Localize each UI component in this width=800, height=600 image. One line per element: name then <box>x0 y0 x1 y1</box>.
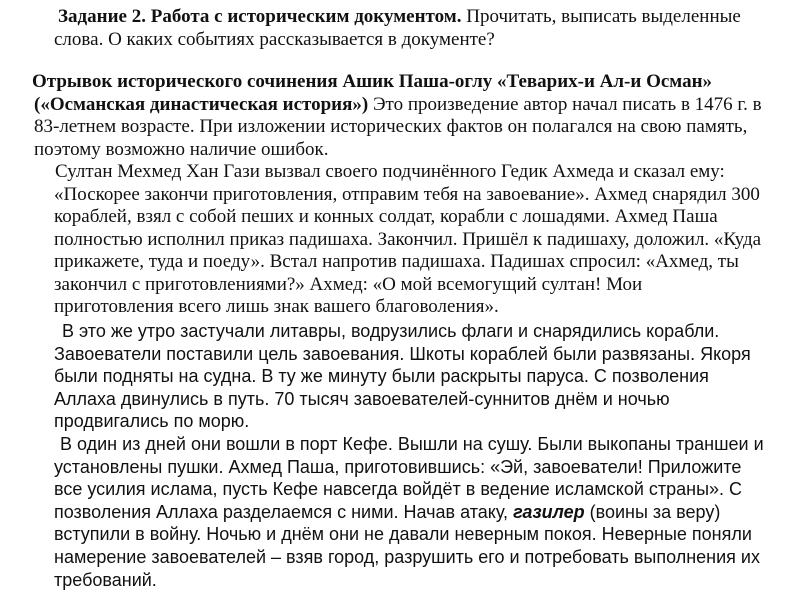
highlighted-keyword: газилер <box>513 501 585 522</box>
excerpt-intro: Это произведение автор начал писать в 1476 г. в 83-летнем возрасте. При изложении исторических фактов он полагался на свою память, поэтому возможно наличие ошибок. <box>34 93 762 160</box>
task-instruction: Прочитать, выписать выделенные слова. О каких событиях рассказывается в документе? <box>54 6 741 50</box>
paragraph-3-after: (воины за веру) вступили в войну. Ночью и днём они не давали неверным покоя. Неверные поняли намерение завоевателей – взяв город, разрушить его и потребовать выполнения их требований. <box>54 501 760 590</box>
task-heading: Задание 2. Работа с историческим документом. <box>58 6 462 27</box>
excerpt-title: Отрывок исторического сочинения Ашик Паша-оглу «Теварих-и Ал-и Осман» («Османская династическая история») <box>32 71 713 115</box>
document-paragraph-3 <box>54 433 774 591</box>
document-paragraph-1: Султан Мехмед Хан Гази вызвал своего подчинённого Гедик Ахмеда и сказал ему: «Поскорее закончи приготовления, отправим тебя на завоевание». Ахмед снарядил 300 кораблей, взял с собой пеших и конных солдат, корабли с лошадями. Ахмед Паша полностью исполнил приказ падишаха. Закончил. Пришёл к падишаху, доложил. «Куда прикажете, туда и поеду». Встал напротив падишаха. Падишах спросил: «Ахмед, ты закончил с приготовлениями?» Ахмед: «О мой всемогущий султан! Мои приготовления всего лишь знак вашего благоволения». <box>54 161 762 317</box>
document-paragraph-2: В это же утро застучали литавры, водрузились флаги и снарядились корабли. Завоеватели поставили цель завоевания. Шкоты кораблей были развязаны. Якоря были подняты на судна. В ту же минуту были раскрыты паруса. С позволения Аллаха двинулись в путь. 70 тысяч завоевателей-суннитов днём и ночью продвигались по морю. <box>54 321 751 432</box>
excerpt-paragraph <box>34 71 770 161</box>
paragraph-3-before: В один из дней они вошли в порт Кефе. Вышли на сушу. Были выкопаны траншеи и установлены пушки. Ахмед Паша, приготовившись: «Эй, завоеватели! Приложите все усилия ислама, пусть Кефе навсегда войдёт в ведение исламской страны». С позволения Аллаха разделаемся с ними. Начав атаку, <box>54 434 764 522</box>
task-paragraph <box>54 6 764 51</box>
